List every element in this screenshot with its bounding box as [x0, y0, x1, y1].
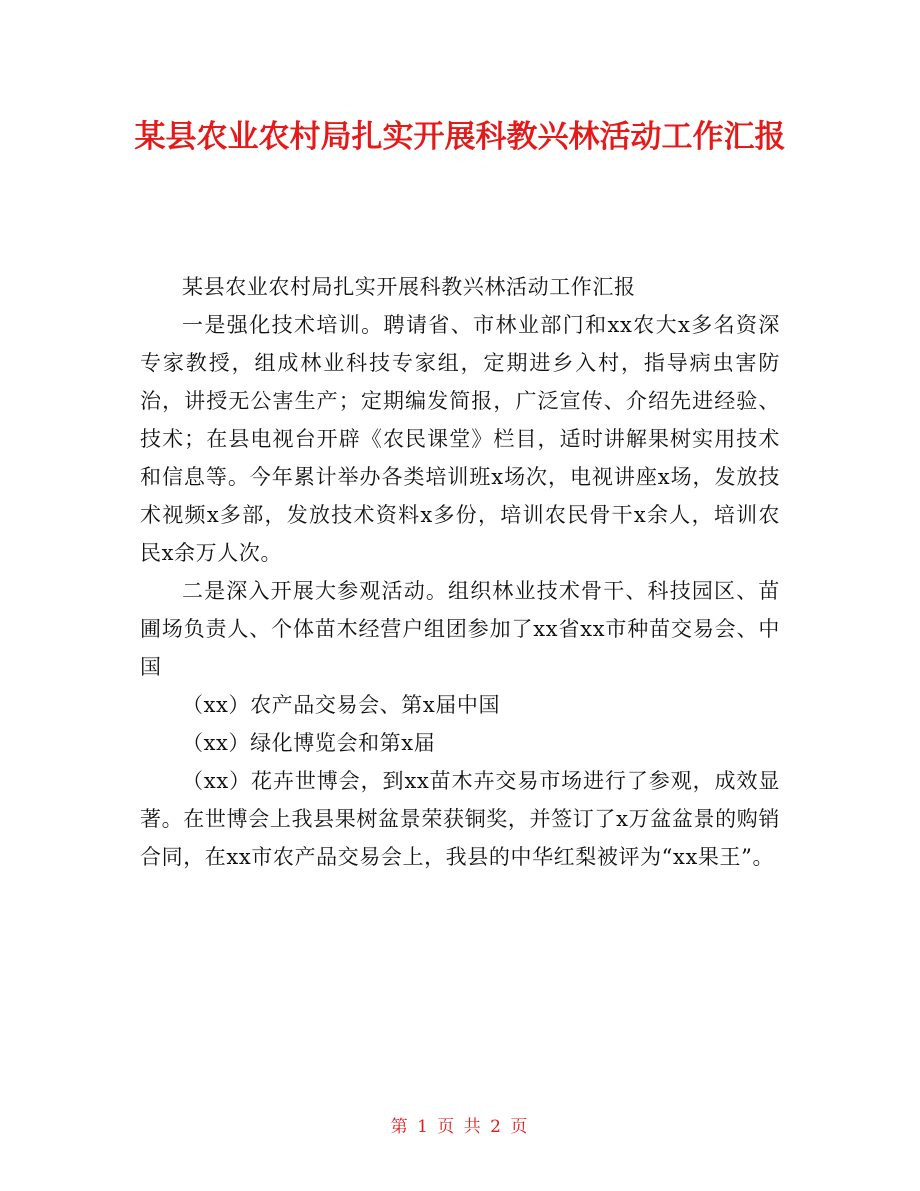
page-label-suffix: 页: [510, 1117, 530, 1137]
page-label-prefix: 第: [390, 1117, 410, 1137]
page-label-mid: 页 共: [437, 1117, 483, 1137]
total-page-number: 2: [490, 1117, 503, 1137]
paragraph-technical-training: 一是强化技术培训。聘请省、市林业部门和xx农大x多名资深专家教授，组成林业科技专家组，定期进乡入村，指导病虫害防治，讲授无公害生产；定期编发简报，广泛宣传、介绍先进经验、技术；在县电视台开辟《农民课堂》栏目，适时讲解果树实用技术和信息等。今年累计举办各类培训班x场次，电视讲座x场，发放技术视频x多部，发放技术资料x多份，培训农民骨干x余人，培训农民x余万人次。: [140, 313, 780, 565]
page-footer: [0, 1112, 920, 1137]
paragraph-greening-expo: （xx）绿化博览会和第x届: [182, 731, 436, 755]
current-page-number: 1: [417, 1117, 430, 1137]
paragraph-agri-expo: （xx）农产品交易会、第x届中国: [182, 693, 501, 717]
document-title: 某县农业农村局扎实开展科教兴林活动工作汇报: [134, 119, 786, 155]
paragraph-flower-expo: （xx）花卉世博会，到xx苗木卉交易市场进行了参观，成效显著。在世博会上我县果树盆景荣获铜奖，并签订了x万盆盆景的购销合同，在xx市农产品交易会上，我县的中华红梨被评为“xx果王”。: [140, 769, 780, 869]
paragraph-heading: 某县农业农村局扎实开展科教兴林活动工作汇报: [182, 275, 636, 299]
paragraph-study-tour: 二是深入开展大参观活动。组织林业技术骨干、科技园区、苗圃场负责人、个体苗木经营户组团参加了xx省xx市种苗交易会、中国: [140, 579, 780, 679]
document-body: [140, 268, 780, 876]
